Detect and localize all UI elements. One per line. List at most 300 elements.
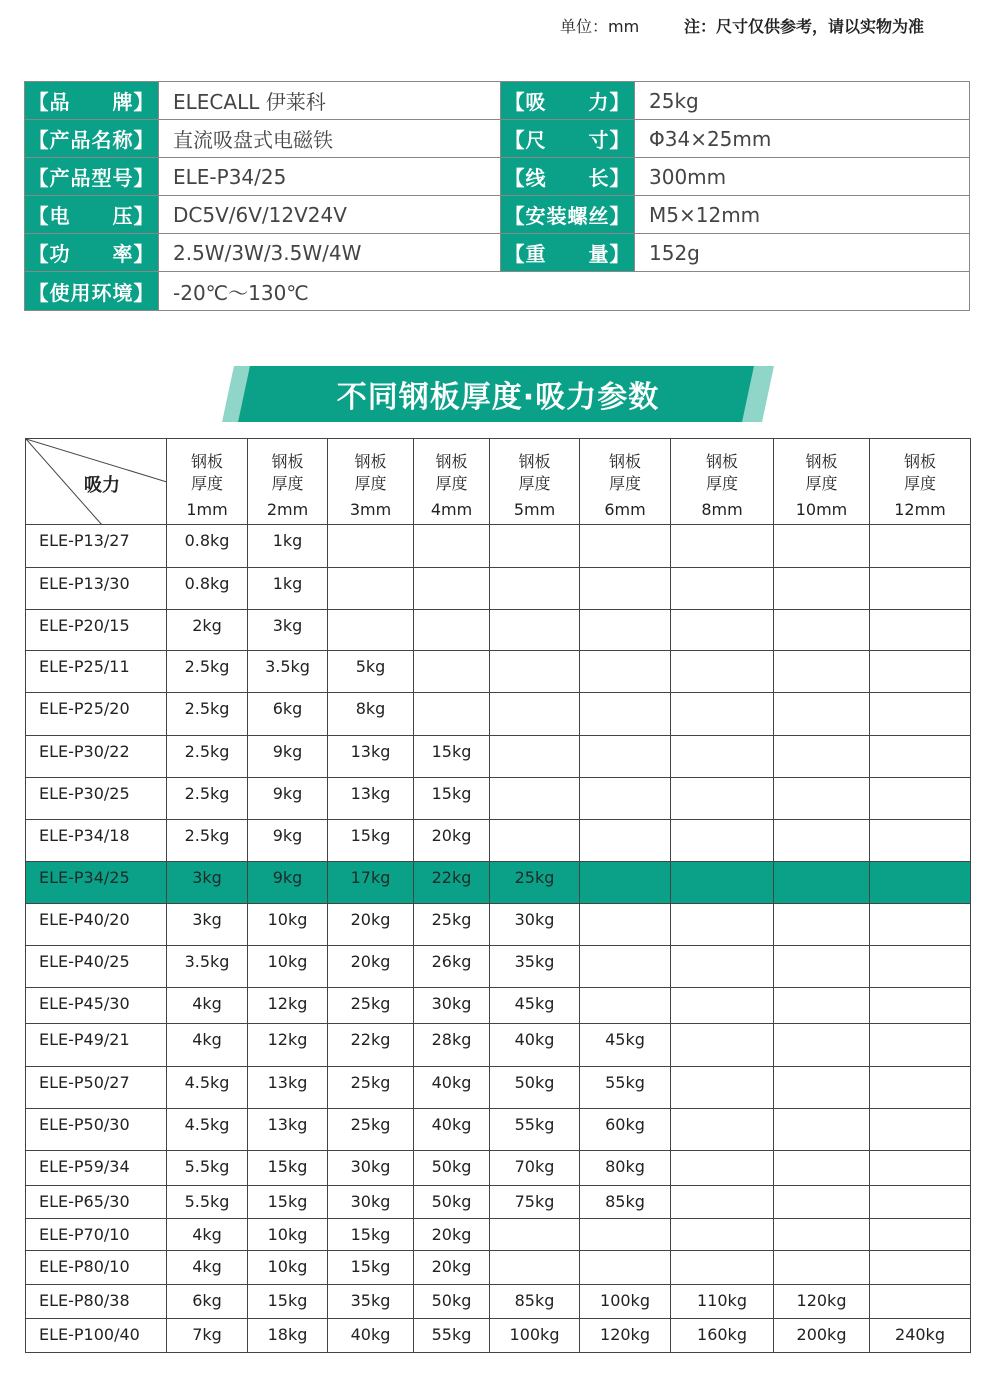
table-row: [26, 651, 971, 693]
unit-label: 单位：mm: [560, 17, 640, 36]
force-value-cell: [580, 736, 671, 778]
force-value-cell: 4kg: [167, 1251, 248, 1285]
force-value-cell: [774, 820, 870, 862]
force-value-cell: 30kg: [490, 904, 580, 946]
force-value-cell: 80kg: [580, 1151, 671, 1186]
force-value-cell: 4kg: [167, 988, 248, 1024]
force-value-cell: 20kg: [328, 946, 414, 988]
force-value-cell: 45kg: [580, 1024, 671, 1067]
force-value-cell: [774, 946, 870, 988]
force-value-cell: [774, 1109, 870, 1151]
force-value-cell: 9kg: [248, 820, 328, 862]
force-value-cell: 8kg: [328, 693, 414, 736]
force-value-cell: 3kg: [167, 862, 248, 904]
spec-row: [25, 158, 969, 196]
spec-row: [25, 120, 969, 158]
force-value-cell: [580, 946, 671, 988]
force-value-cell: 15kg: [414, 778, 490, 820]
model-cell: ELE-P25/20: [26, 693, 167, 736]
force-value-cell: 22kg: [328, 1024, 414, 1067]
thickness-value: 6mm: [604, 500, 646, 519]
force-value-cell: [774, 568, 870, 610]
force-value-cell: [671, 736, 774, 778]
spec-value: 152g: [649, 240, 700, 265]
force-value-cell: 50kg: [490, 1067, 580, 1109]
force-value-cell: 25kg: [328, 1109, 414, 1151]
model-cell: ELE-P13/27: [26, 525, 167, 568]
model-cell: ELE-P100/40: [26, 1319, 167, 1353]
force-value-cell: 160kg: [671, 1319, 774, 1353]
force-value-cell: 28kg: [414, 1024, 490, 1067]
force-value-cell: 5.5kg: [167, 1186, 248, 1219]
force-value-cell: 3.5kg: [167, 946, 248, 988]
force-value-cell: [671, 1109, 774, 1151]
force-value-cell: [580, 778, 671, 820]
spec-label: 【吸 力】: [501, 82, 635, 119]
thickness-header-label: 钢板: [271, 452, 304, 471]
force-value-cell: 5.5kg: [167, 1151, 248, 1186]
force-value-cell: 15kg: [414, 736, 490, 778]
table-row: [26, 1109, 971, 1151]
force-value-cell: [580, 693, 671, 736]
force-value-cell: [774, 1067, 870, 1109]
force-value-cell: 40kg: [490, 1024, 580, 1067]
force-value-cell: 2.5kg: [167, 778, 248, 820]
force-value-cell: 3kg: [167, 904, 248, 946]
model-cell: ELE-P50/27: [26, 1067, 167, 1109]
thickness-value: 8mm: [701, 500, 743, 519]
force-value-cell: 45kg: [490, 988, 580, 1024]
table-row: [26, 820, 971, 862]
force-value-cell: [774, 988, 870, 1024]
banner-title: 不同钢板厚度·吸力参数: [336, 380, 660, 415]
force-value-cell: [490, 778, 580, 820]
force-value-cell: [870, 568, 971, 610]
thickness-header: [490, 439, 580, 525]
force-value-cell: 4kg: [167, 1219, 248, 1251]
spec-label: 【产品型号】: [25, 158, 159, 195]
force-value-cell: [671, 1219, 774, 1251]
force-value-cell: [870, 820, 971, 862]
force-value-cell: 35kg: [490, 946, 580, 988]
force-value-cell: 9kg: [248, 862, 328, 904]
thickness-value: 2mm: [266, 500, 309, 519]
force-value-cell: 2.5kg: [167, 651, 248, 693]
force-value-cell: [414, 693, 490, 736]
force-value-cell: [490, 1251, 580, 1285]
force-value-cell: [580, 820, 671, 862]
model-cell: ELE-P20/15: [26, 610, 167, 651]
model-cell: ELE-P30/22: [26, 736, 167, 778]
force-value-cell: 1kg: [248, 568, 328, 610]
force-value-cell: 10kg: [248, 946, 328, 988]
thickness-value: 5mm: [513, 500, 556, 519]
force-value-cell: [671, 1024, 774, 1067]
force-value-cell: 2.5kg: [167, 693, 248, 736]
force-value-cell: 10kg: [248, 1219, 328, 1251]
force-value-cell: [580, 568, 671, 610]
force-value-cell: [870, 693, 971, 736]
thickness-header-label: 厚度: [435, 474, 468, 493]
force-value-cell: 75kg: [490, 1186, 580, 1219]
force-value-cell: [870, 736, 971, 778]
spec-label: 【线 长】: [501, 158, 635, 195]
force-value-cell: [490, 1219, 580, 1251]
force-value-cell: [870, 1109, 971, 1151]
force-value-cell: 240kg: [870, 1319, 971, 1353]
force-value-cell: [774, 862, 870, 904]
force-value-cell: [870, 778, 971, 820]
spec-value: 25kg: [649, 88, 699, 113]
force-value-cell: 40kg: [414, 1067, 490, 1109]
thickness-value: 12mm: [894, 500, 946, 519]
force-value-cell: [328, 610, 414, 651]
force-value-cell: [870, 1285, 971, 1319]
force-value-cell: 4kg: [167, 1024, 248, 1067]
force-value-cell: [774, 778, 870, 820]
force-value-cell: 200kg: [774, 1319, 870, 1353]
table-row: [26, 736, 971, 778]
thickness-header-label: 厚度: [518, 474, 551, 493]
force-value-cell: [870, 1024, 971, 1067]
force-value-cell: 20kg: [414, 1251, 490, 1285]
force-value-cell: 10kg: [248, 904, 328, 946]
thickness-header-label: 厚度: [805, 474, 838, 493]
reference-note: 注：尺寸仅供参考，请以实物为准: [684, 17, 925, 36]
force-value-cell: [870, 525, 971, 568]
force-value-cell: 120kg: [774, 1285, 870, 1319]
force-value-cell: 15kg: [328, 820, 414, 862]
force-value-cell: [774, 736, 870, 778]
force-value-cell: 20kg: [328, 904, 414, 946]
model-cell: ELE-P70/10: [26, 1219, 167, 1251]
spec-value: -20℃～130℃: [173, 280, 309, 305]
model-cell: ELE-P65/30: [26, 1186, 167, 1219]
table-row: [26, 946, 971, 988]
force-value-cell: 50kg: [414, 1186, 490, 1219]
force-value-cell: [671, 693, 774, 736]
spec-label: 【重 量】: [501, 234, 635, 271]
table-row: [26, 1219, 971, 1251]
force-value-cell: 15kg: [248, 1186, 328, 1219]
thickness-header-label: 钢板: [805, 452, 838, 471]
force-value-cell: 15kg: [328, 1219, 414, 1251]
thickness-value: 3mm: [349, 500, 392, 519]
spec-value: ELE-P34/25: [159, 158, 501, 195]
force-value-cell: [328, 568, 414, 610]
model-cell: ELE-P30/25: [26, 778, 167, 820]
force-value-cell: 13kg: [328, 778, 414, 820]
force-value-cell: [774, 651, 870, 693]
table-row: [26, 778, 971, 820]
spec-label: 【品 牌】: [25, 82, 159, 119]
force-value-cell: [774, 1186, 870, 1219]
spec-value: 300mm: [649, 164, 727, 189]
force-value-cell: 40kg: [328, 1319, 414, 1353]
force-value-cell: 9kg: [248, 778, 328, 820]
force-value-cell: 9kg: [248, 736, 328, 778]
force-value-cell: [774, 693, 870, 736]
force-value-cell: 3kg: [248, 610, 328, 651]
force-value-cell: [774, 1251, 870, 1285]
force-value-cell: [870, 946, 971, 988]
force-value-cell: [774, 1024, 870, 1067]
force-value-cell: 6kg: [167, 1285, 248, 1319]
force-value-cell: 35kg: [328, 1285, 414, 1319]
model-cell: ELE-P45/30: [26, 988, 167, 1024]
force-value-cell: 15kg: [328, 1251, 414, 1285]
force-value-cell: [870, 862, 971, 904]
force-value-cell: 85kg: [490, 1285, 580, 1319]
force-value-cell: [580, 1219, 671, 1251]
force-value-cell: 1kg: [248, 525, 328, 568]
table-row: [26, 568, 971, 610]
force-value-cell: [671, 862, 774, 904]
force-value-cell: 25kg: [490, 862, 580, 904]
spec-label: 【使用环境】: [25, 272, 159, 310]
force-value-cell: 12kg: [248, 1024, 328, 1067]
spec-value: 2.5W/3W/3.5W/4W: [159, 234, 501, 271]
thickness-header: [248, 439, 328, 525]
force-value-cell: 55kg: [580, 1067, 671, 1109]
force-value-cell: 3.5kg: [248, 651, 328, 693]
force-value-cell: 55kg: [414, 1319, 490, 1353]
spec-value: ELECALL 伊莱科: [159, 82, 501, 119]
force-value-cell: 26kg: [414, 946, 490, 988]
force-value-cell: [490, 610, 580, 651]
force-value-cell: [671, 651, 774, 693]
force-value-cell: [328, 525, 414, 568]
spec-value: M5×12mm: [649, 202, 761, 227]
force-value-cell: 20kg: [414, 1219, 490, 1251]
model-cell: ELE-P25/11: [26, 651, 167, 693]
force-value-cell: 120kg: [580, 1319, 671, 1353]
force-value-cell: [870, 1251, 971, 1285]
force-value-cell: [870, 1151, 971, 1186]
spec-label: 【安装螺丝】: [501, 196, 635, 233]
model-cell: ELE-P80/38: [26, 1285, 167, 1319]
force-section-banner: [228, 366, 768, 422]
unit-note-line: [560, 14, 970, 40]
force-value-cell: [671, 988, 774, 1024]
model-cell: ELE-P34/18: [26, 820, 167, 862]
force-value-cell: 25kg: [328, 988, 414, 1024]
force-value-cell: [774, 610, 870, 651]
force-value-cell: 2.5kg: [167, 820, 248, 862]
force-value-cell: 4.5kg: [167, 1109, 248, 1151]
force-value-cell: 40kg: [414, 1109, 490, 1151]
corner-header: [26, 439, 167, 525]
force-value-cell: [580, 862, 671, 904]
force-value-cell: [671, 1067, 774, 1109]
force-value-cell: 4.5kg: [167, 1067, 248, 1109]
force-value-cell: [580, 610, 671, 651]
force-value-cell: [580, 525, 671, 568]
thickness-header-label: 钢板: [354, 452, 387, 471]
thickness-header-label: 厚度: [354, 474, 387, 493]
force-value-cell: [870, 988, 971, 1024]
force-value-cell: 30kg: [328, 1151, 414, 1186]
force-value-cell: [671, 904, 774, 946]
model-cell: ELE-P59/34: [26, 1151, 167, 1186]
force-value-cell: 30kg: [414, 988, 490, 1024]
thickness-header: [580, 439, 671, 525]
force-value-cell: [490, 693, 580, 736]
thickness-header-label: 厚度: [271, 474, 304, 493]
table-row: [26, 1285, 971, 1319]
force-value-cell: 2kg: [167, 610, 248, 651]
force-value-cell: 50kg: [414, 1151, 490, 1186]
model-cell: ELE-P50/30: [26, 1109, 167, 1151]
thickness-value: 1mm: [186, 500, 228, 519]
force-value-cell: [671, 946, 774, 988]
model-cell: ELE-P13/30: [26, 568, 167, 610]
force-value-cell: [870, 651, 971, 693]
force-value-cell: [580, 988, 671, 1024]
force-value-cell: [870, 904, 971, 946]
thickness-header: [774, 439, 870, 525]
force-value-cell: 0.8kg: [167, 525, 248, 568]
force-value-cell: [870, 1219, 971, 1251]
model-cell: ELE-P34/25: [26, 862, 167, 904]
table-row: [26, 1186, 971, 1219]
force-value-cell: [671, 525, 774, 568]
force-value-cell: 17kg: [328, 862, 414, 904]
force-value-cell: [774, 904, 870, 946]
force-value-cell: 13kg: [328, 736, 414, 778]
force-value-cell: [580, 651, 671, 693]
thickness-header-label: 钢板: [608, 452, 641, 471]
force-value-cell: 85kg: [580, 1186, 671, 1219]
force-value-cell: 30kg: [328, 1186, 414, 1219]
force-value-cell: 50kg: [414, 1285, 490, 1319]
force-value-cell: 7kg: [167, 1319, 248, 1353]
force-value-cell: [490, 820, 580, 862]
thickness-value: 4mm: [430, 500, 473, 519]
force-value-cell: [580, 1251, 671, 1285]
force-value-cell: [671, 1186, 774, 1219]
spec-label: 【尺 寸】: [501, 120, 635, 157]
force-value-cell: [774, 1151, 870, 1186]
spec-row: [25, 82, 969, 120]
model-cell: ELE-P40/25: [26, 946, 167, 988]
force-value-cell: 25kg: [328, 1067, 414, 1109]
force-value-cell: [671, 1251, 774, 1285]
force-value-cell: [870, 610, 971, 651]
table-row: [26, 988, 971, 1024]
table-row: [26, 610, 971, 651]
force-value-cell: [671, 610, 774, 651]
spec-value: Φ34×25mm: [649, 126, 772, 151]
thickness-header-label: 钢板: [705, 452, 738, 471]
spec-value: 直流吸盘式电磁铁: [159, 120, 501, 157]
model-cell: ELE-P49/21: [26, 1024, 167, 1067]
thickness-header-label: 钢板: [518, 452, 551, 471]
thickness-header: [870, 439, 971, 525]
table-row: [26, 693, 971, 736]
force-value-cell: [414, 651, 490, 693]
force-value-cell: 25kg: [414, 904, 490, 946]
force-value-cell: [671, 1151, 774, 1186]
force-value-cell: 13kg: [248, 1067, 328, 1109]
force-value-cell: [671, 820, 774, 862]
force-value-cell: [490, 568, 580, 610]
thickness-header: [671, 439, 774, 525]
force-value-cell: [490, 736, 580, 778]
force-value-cell: 5kg: [328, 651, 414, 693]
table-row: [26, 1024, 971, 1067]
thickness-header-label: 钢板: [190, 452, 223, 471]
force-table: [25, 438, 971, 1353]
force-value-cell: [774, 525, 870, 568]
model-cell: ELE-P40/20: [26, 904, 167, 946]
force-value-cell: [414, 525, 490, 568]
force-value-cell: [414, 610, 490, 651]
thickness-header-label: 厚度: [705, 474, 738, 493]
force-value-cell: 6kg: [248, 693, 328, 736]
corner-label: 吸力: [84, 475, 120, 496]
force-value-cell: 13kg: [248, 1109, 328, 1151]
table-row: [26, 1151, 971, 1186]
thickness-value: 10mm: [795, 500, 848, 519]
spec-row: [25, 196, 969, 234]
thickness-header: [414, 439, 490, 525]
table-row: [26, 525, 971, 568]
spec-label: 【产品名称】: [25, 120, 159, 157]
table-row: [26, 1067, 971, 1109]
force-value-cell: [490, 651, 580, 693]
force-value-cell: 18kg: [248, 1319, 328, 1353]
thickness-header-label: 厚度: [903, 474, 936, 493]
force-value-cell: 15kg: [248, 1285, 328, 1319]
force-value-cell: 15kg: [248, 1151, 328, 1186]
table-row: [26, 1251, 971, 1285]
spec-value: DC5V/6V/12V24V: [159, 196, 501, 233]
thickness-header-label: 厚度: [608, 474, 641, 493]
force-value-cell: 0.8kg: [167, 568, 248, 610]
force-value-cell: [774, 1219, 870, 1251]
spec-row: [25, 234, 969, 272]
thickness-header: [328, 439, 414, 525]
force-value-cell: 100kg: [580, 1285, 671, 1319]
force-value-cell: 100kg: [490, 1319, 580, 1353]
thickness-header-label: 钢板: [435, 452, 468, 471]
table-row: [26, 862, 971, 904]
thickness-header-label: 钢板: [903, 452, 936, 471]
force-value-cell: 70kg: [490, 1151, 580, 1186]
force-value-cell: 12kg: [248, 988, 328, 1024]
force-value-cell: 20kg: [414, 820, 490, 862]
force-value-cell: 55kg: [490, 1109, 580, 1151]
force-value-cell: 60kg: [580, 1109, 671, 1151]
spec-table: [24, 81, 970, 311]
force-value-cell: [671, 778, 774, 820]
force-value-cell: [870, 1067, 971, 1109]
thickness-header-label: 厚度: [190, 474, 223, 493]
spec-row: [25, 272, 969, 310]
force-value-cell: [870, 1186, 971, 1219]
force-value-cell: 2.5kg: [167, 736, 248, 778]
force-value-cell: 110kg: [671, 1285, 774, 1319]
spec-label: 【电 压】: [25, 196, 159, 233]
table-row: [26, 1319, 971, 1353]
thickness-header: [167, 439, 248, 525]
table-row: [26, 904, 971, 946]
force-value-cell: [414, 568, 490, 610]
model-cell: ELE-P80/10: [26, 1251, 167, 1285]
force-value-cell: [490, 525, 580, 568]
spec-label: 【功 率】: [25, 234, 159, 271]
